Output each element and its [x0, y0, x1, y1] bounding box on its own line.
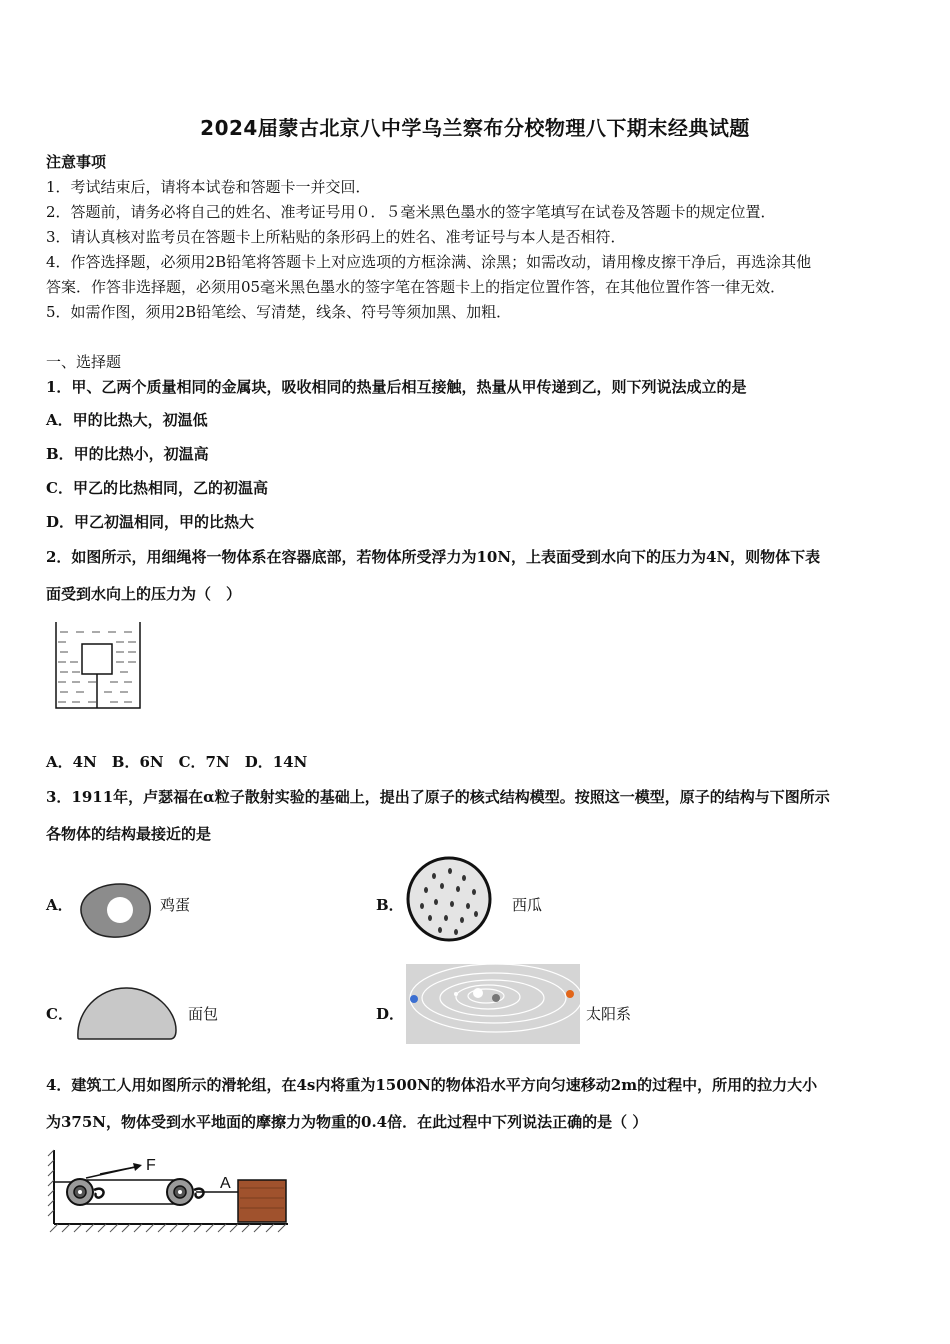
q1-stem: 1．甲、乙两个质量相同的金属块，吸收相同的热量后相互接触，热量从甲传递到乙，则下列说法成立的是	[46, 378, 747, 396]
q1-option-a: A．甲的比热大，初温低	[46, 411, 208, 429]
q3-option-a-letter: A．	[46, 896, 73, 914]
notice-item: 1．考试结束后，请将本试卷和答题卡一并交回．	[46, 178, 371, 196]
section-heading: 一、选择题	[46, 353, 122, 371]
q1-option-b: B．甲的比热小，初温高	[46, 445, 209, 463]
force-label: F	[146, 1157, 156, 1174]
q4-stem-line2: 为375N，物体受到水平地面的摩擦力为物重的0.4倍．在此过程中下列说法正确的是（ ）	[46, 1113, 648, 1131]
notice-item: 4．作答选择题，必须用2B铅笔将答题卡上对应选项的方框涂满、涂黑；如需改动，请用橡皮擦干净后，再选涂其他	[46, 253, 812, 271]
q3-stem-line1: 3．1911年，卢瑟福在α粒子散射实验的基础上，提出了原子的核式结构模型。按照这一模型，原子的结构与下图所示	[46, 788, 830, 806]
q3-option-c-label: 面包	[188, 1005, 219, 1023]
notice-item: 3．请认真核对监考员在答题卡上所粘贴的条形码上的姓名、准考证号与本人是否相符．	[46, 228, 626, 246]
notice-item: 答案．作答非选择题，必须用05毫米黑色墨水的签字笔在答题卡上的指定位置作答，在其他位置作答一律无效．	[46, 278, 786, 296]
container-figure	[54, 620, 142, 710]
q3-option-b-label: 西瓜	[512, 896, 543, 914]
point-label: A	[220, 1175, 231, 1192]
q3-option-d-letter: D．	[376, 1005, 405, 1023]
q2-stem-line1: 2．如图所示，用细绳将一物体系在容器底部，若物体所受浮力为10N，上表面受到水向下的压力为4N，则物体下表	[46, 548, 821, 566]
q3-stem-line2: 各物体的结构最接近的是	[46, 825, 212, 843]
q1-option-d: D．甲乙初温相同，甲的比热大	[46, 513, 255, 531]
page-title: 2024届蒙古北京八中学乌兰察布分校物理八下期末经典试题	[200, 116, 750, 140]
q3-option-a-label: 鸡蛋	[160, 896, 191, 914]
notice-heading: 注意事项	[46, 153, 107, 171]
egg-icon	[74, 880, 154, 940]
q2-stem-line2: 面受到水向上的压力为（ ）	[46, 585, 242, 603]
q1-option-c: C．甲乙的比热相同，乙的初温高	[46, 479, 268, 497]
q4-stem-line1: 4．建筑工人用如图所示的滑轮组，在4s内将重为1500N的物体沿水平方向匀速移动2m的过程中，所用的拉力大小	[46, 1076, 818, 1094]
watermelon-icon	[404, 856, 494, 942]
q2-options: A．4N B．6N C．7N D．14N	[46, 753, 308, 771]
q3-option-c-letter: C．	[46, 1005, 73, 1023]
q3-option-d-label: 太阳系	[586, 1005, 632, 1023]
q3-option-b-letter: B．	[376, 896, 404, 914]
solar-system-icon	[406, 964, 580, 1044]
notice-item: 2．答题前，请务必将自己的姓名、准考证号用０．５毫米黑色墨水的签字笔填写在试卷及答题卡的规定位置．	[46, 203, 776, 221]
notice-item: 5．如需作图，须用2B铅笔绘、写清楚，线条、符号等须加黑、加粗．	[46, 303, 512, 321]
bread-icon	[74, 984, 180, 1044]
pulley-figure	[46, 1146, 290, 1236]
